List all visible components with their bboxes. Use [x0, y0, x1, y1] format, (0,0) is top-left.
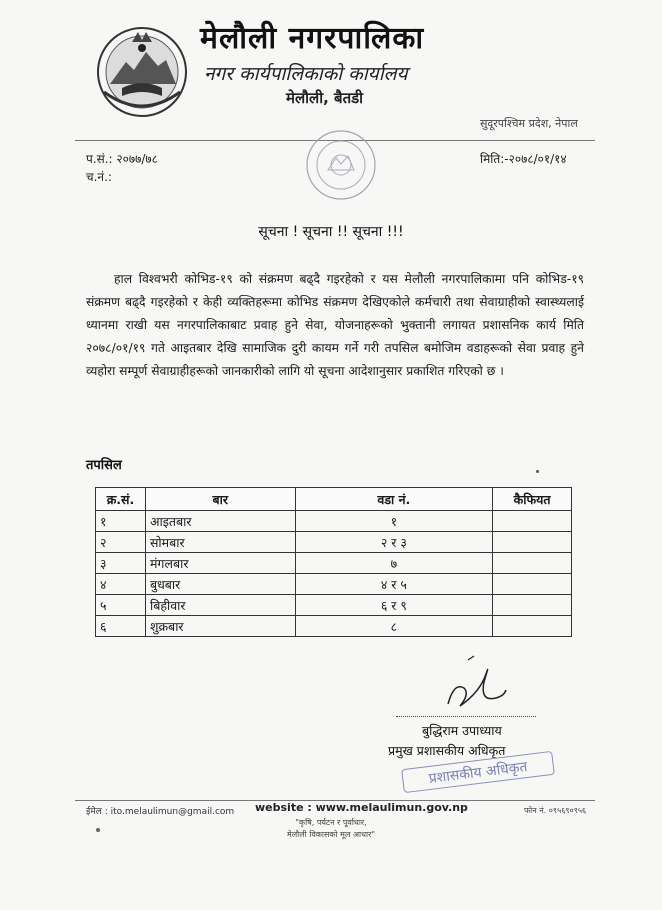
serial-cell: ५	[96, 595, 146, 616]
ward-service-schedule-table	[95, 487, 572, 637]
header-remarks: कैफियत	[493, 488, 572, 511]
office-location: मेलौली, बैतडी	[286, 89, 364, 107]
ward-cell: ४ र ५	[295, 574, 492, 595]
ward-cell: ६ र ९	[295, 595, 492, 616]
signatory-title: प्रमुख प्रशासकीय अधिकृत	[388, 743, 506, 758]
dispatch-number: च.नं.:	[86, 170, 112, 184]
remarks-cell	[493, 511, 572, 532]
day-cell: आइतबार	[145, 511, 295, 532]
ward-cell: ७	[295, 553, 492, 574]
footer-email: ईमेल : ito.melaulimun@gmail.com	[86, 807, 235, 817]
municipality-seal-icon	[302, 128, 380, 202]
office-subtitle: नगर कार्यपालिकाको कार्यालय	[204, 63, 408, 85]
day-cell: बुधबार	[145, 574, 295, 595]
title-stamp: प्रशासकीय अधिकृत	[401, 751, 555, 793]
remarks-cell	[493, 616, 572, 637]
notice-body: हाल विश्वभरी कोभिड-१९ को संक्रमण बढ्दै गइरहेको र यस मेलौली नगरपालिकामा पनि कोभिड-१९ संक्रमण बढ्दै गइरहेको र केही व्यक्तिहरूमा कोभिड संक्रमण देखिएकोले कर्मचारी तथा सेवाग्राहीको स्वास्थ्यलाई ध्यानमा राखी यस नगरपालिकाबाट प्रवाह हुने सेवा, योजनाहरूको भुक्तानी लगायत प्रशासनिक कार्य मिति २०७८/०१/१९ गते आइतबार देखि सामाजिक दुरी कायम गर्ने गरी तपसिल बमोजिम वडाहरूको सेवा प्रवाह हुने व्यहोरा सम्पूर्ण सेवाग्राहीहरूको जानकारीको लागि यो सूचना आदेशानुसार प्रकाशित गरिएको छ ।	[86, 272, 584, 378]
serial-cell: ४	[96, 574, 146, 595]
remarks-cell	[493, 595, 572, 616]
table-row	[96, 616, 572, 637]
day-cell: बिहीवार	[145, 595, 295, 616]
table-row	[96, 532, 572, 553]
government-emblem-icon	[92, 22, 192, 118]
ink-dot	[96, 828, 100, 832]
day-cell: मंगलबार	[145, 553, 295, 574]
signature-line	[396, 716, 536, 717]
remarks-cell	[493, 574, 572, 595]
annex-label: तपसिल	[86, 458, 122, 473]
header-ward: वडा नं.	[295, 488, 492, 511]
remarks-cell	[493, 532, 572, 553]
remarks-cell	[493, 553, 572, 574]
province-label: सुदूरपश्चिम प्रदेश, नेपाल	[480, 117, 578, 130]
header-day: बार	[145, 488, 295, 511]
ward-cell: ८	[295, 616, 492, 637]
table-row	[96, 574, 572, 595]
municipality-title: मेलौली नगरपालिका	[200, 21, 425, 56]
letter-date: मिति:-२०७८/०१/१४	[480, 152, 567, 166]
footer-website: website : www.melaulimun.gov.np	[255, 801, 468, 814]
ward-cell: २ र ३	[295, 532, 492, 553]
serial-cell: ३	[96, 553, 146, 574]
table-row	[96, 553, 572, 574]
table-row	[96, 595, 572, 616]
letter-number: प.सं.: २०७७/७८	[86, 152, 158, 166]
reference-block	[86, 150, 158, 186]
notice-heading: सूचना ! सूचना !! सूचना !!!	[258, 224, 404, 240]
table-header-row	[96, 488, 572, 511]
ward-cell: १	[295, 511, 492, 532]
header-serial: क्र.सं.	[96, 488, 146, 511]
serial-cell: २	[96, 532, 146, 553]
serial-cell: १	[96, 511, 146, 532]
table-row	[96, 511, 572, 532]
motto-line-1: "कृषि, पर्यटन र पूर्वाधार,	[295, 818, 367, 827]
day-cell: शुक्रबार	[145, 616, 295, 637]
ink-dot	[536, 470, 539, 473]
day-cell: सोमबार	[145, 532, 295, 553]
footer-phone: फोन नं. ०९५६९०९५६	[524, 806, 587, 815]
serial-cell: ६	[96, 616, 146, 637]
signatory-name: बुद्धिराम उपाध्याय	[422, 723, 502, 738]
signature-icon	[440, 652, 510, 722]
motto-line-2: मेलौली विकासको मूल आधार"	[286, 830, 376, 839]
